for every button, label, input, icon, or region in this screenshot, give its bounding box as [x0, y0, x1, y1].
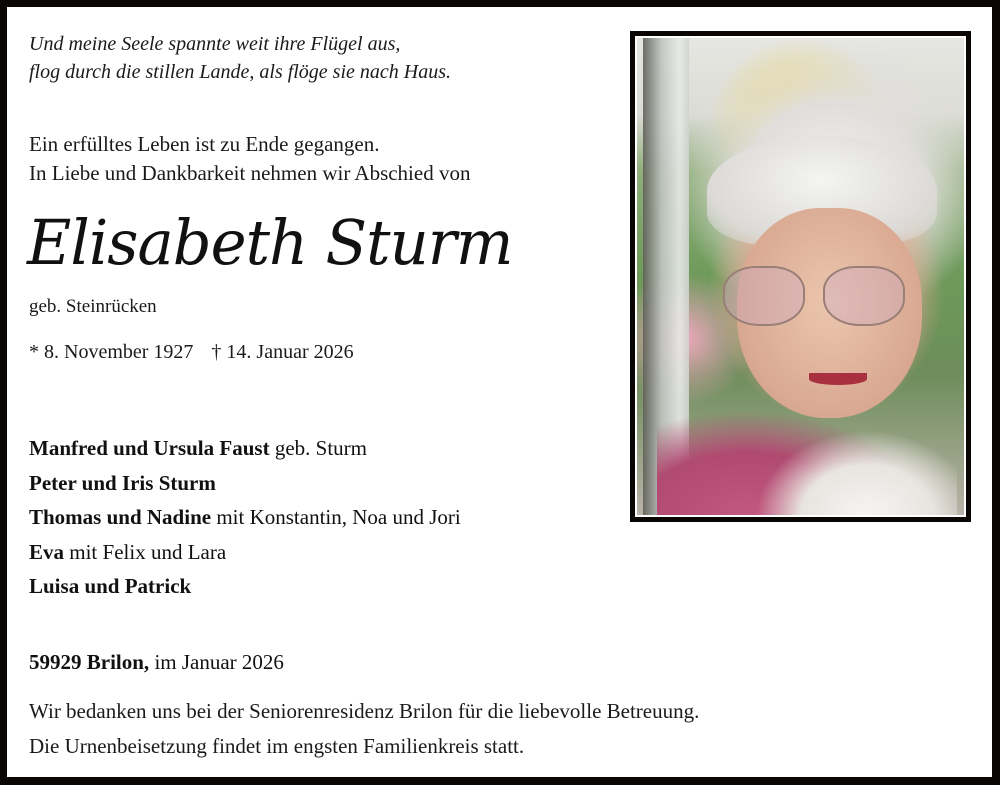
intro-line-2: In Liebe und Dankbarkeit nehmen wir Abschied von	[29, 161, 471, 185]
glasses	[723, 266, 913, 326]
mourners-list	[29, 431, 461, 604]
death-date: † 14. Januar 2026	[211, 341, 354, 363]
verse-line-1: Und meine Seele spannte weit ihre Flügel aus,	[29, 33, 401, 55]
thanks-line-2: Die Urnenbeisetzung findet im engsten Familienkreis statt.	[29, 734, 525, 758]
portrait-photo-frame	[630, 31, 971, 522]
mourner-line: Eva mit Felix und Lara	[29, 539, 227, 564]
mourner-line: Manfred und Ursula Faust geb. Sturm	[29, 436, 367, 460]
verse-line-2: flog durch die stillen Lande, als flöge sie nach Haus.	[29, 61, 452, 83]
birth-date: * 8. November 1927	[29, 341, 194, 363]
thanks-line-1: Wir bedanken uns bei der Seniorenresidenz Brilon für die liebevolle Betreuung.	[29, 699, 700, 723]
mourner-line: Peter und Iris Sturm	[29, 470, 216, 495]
portrait-photo	[635, 36, 966, 517]
mourner-line: Thomas und Nadine mit Konstantin, Noa und Jori	[29, 505, 461, 529]
intro-text	[29, 130, 470, 188]
date: im Januar 2026	[149, 650, 284, 674]
mourner-line: Luisa und Patrick	[29, 574, 192, 598]
place: 59929 Brilon,	[29, 650, 150, 674]
obituary-notice	[7, 7, 992, 777]
place-date	[29, 648, 284, 676]
deceased-name: Elisabeth Sturm	[27, 206, 513, 279]
thanks-text	[29, 694, 699, 764]
intro-line-1: Ein erfülltes Leben ist zu Ende gegangen.	[29, 132, 380, 156]
maiden-name: geb. Steinrücken	[29, 296, 157, 317]
verse	[29, 30, 451, 86]
life-dates	[29, 338, 354, 366]
